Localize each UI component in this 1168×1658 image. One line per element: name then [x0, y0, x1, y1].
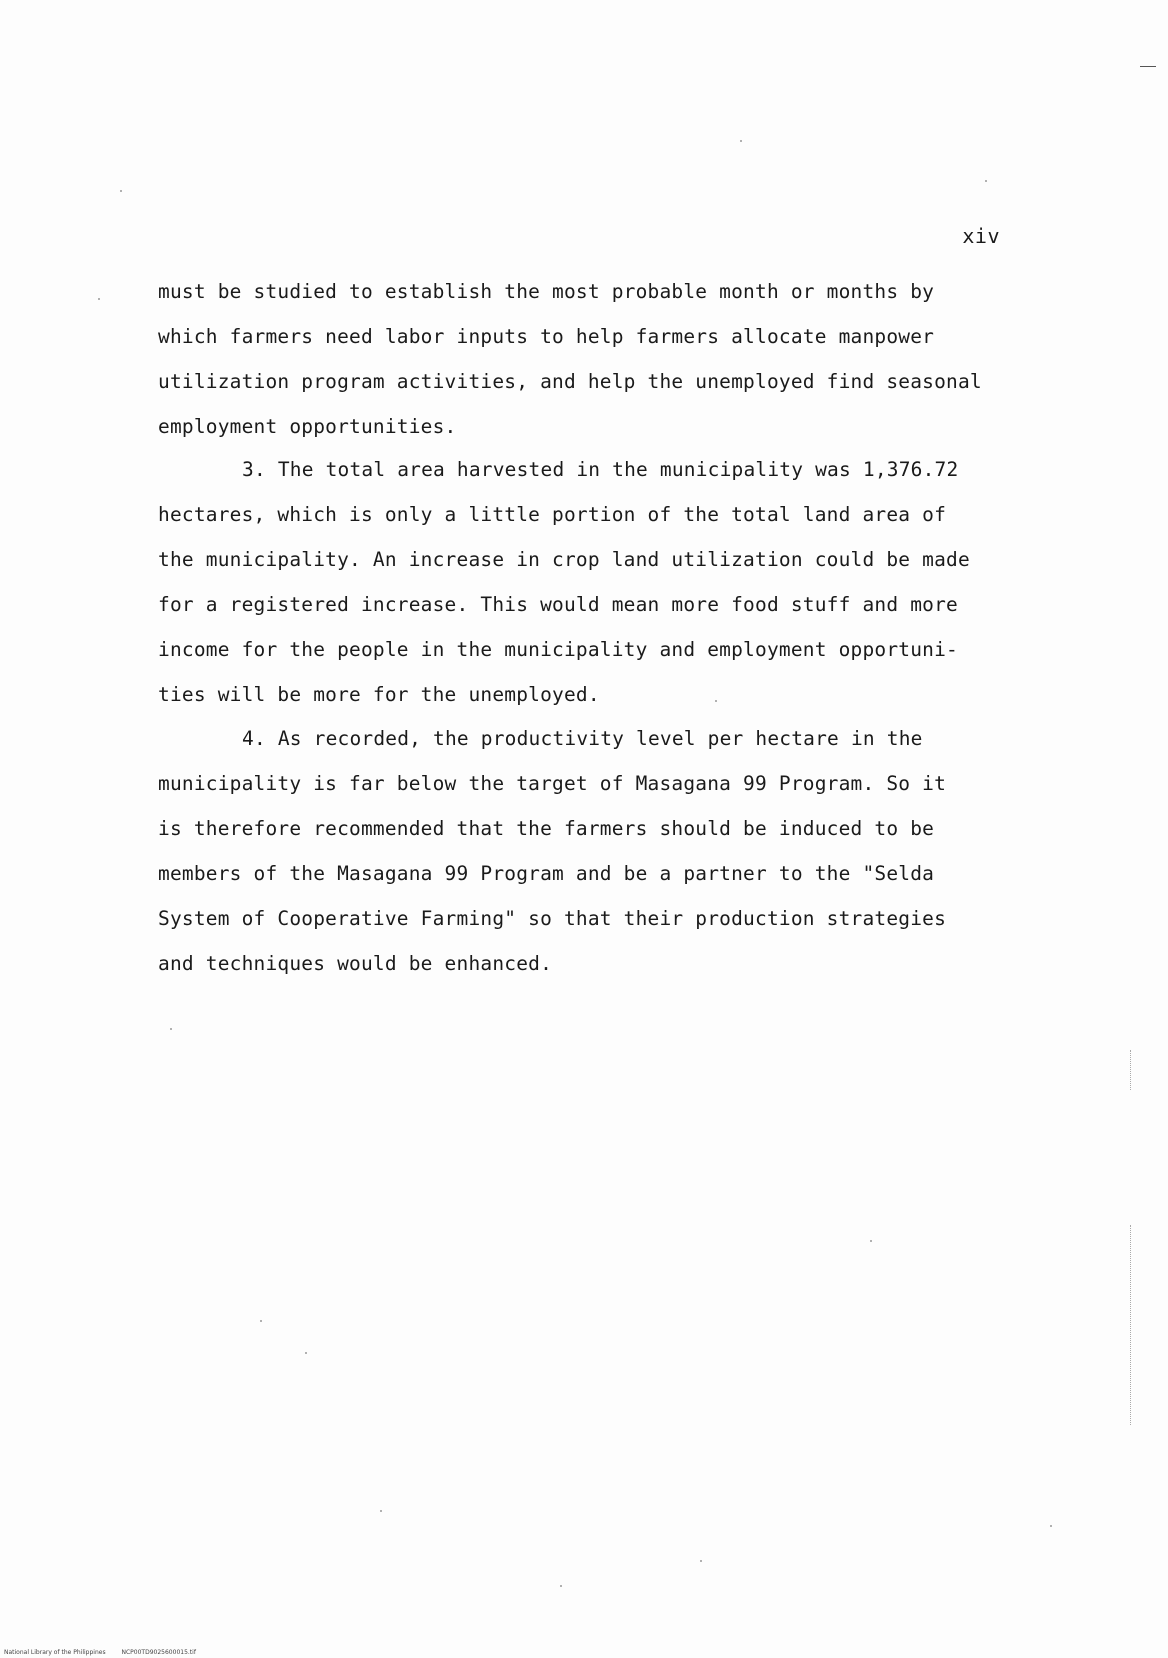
- body-line: is therefore recommended that the farmers should be induced to be: [158, 817, 935, 840]
- body-line: hectares, which is only a little portion of the total land area of: [158, 503, 947, 526]
- body-line: for a registered increase. This would mean more food stuff and more: [158, 593, 958, 616]
- scan-speck: [1050, 1525, 1052, 1527]
- body-line: the municipality. An increase in crop land utilization could be made: [158, 548, 970, 571]
- scan-footer: [4, 1649, 210, 1656]
- margin-mark: [1140, 66, 1156, 67]
- scan-speck: [120, 190, 122, 192]
- paragraph-4-start: 4. As recorded, the productivity level per hectare in the: [242, 727, 923, 750]
- scan-speck: [740, 140, 742, 142]
- body-line: employment opportunities.: [158, 415, 457, 438]
- body-line: income for the people in the municipality and employment opportuni-: [158, 638, 958, 661]
- body-line: must be studied to establish the most probable month or months by: [158, 280, 935, 303]
- scan-speck: [305, 1352, 307, 1354]
- body-line: municipality is far below the target of Masagana 99 Program. So it: [158, 772, 947, 795]
- scan-speck: [985, 180, 987, 182]
- scan-speck: [870, 1240, 872, 1242]
- page-number: xiv: [962, 224, 1000, 248]
- scan-speck: [98, 298, 100, 300]
- footer-library: National Library of the Philippines: [4, 1649, 106, 1656]
- footer-file-id: NCP00TD9025600015.tif: [121, 1649, 196, 1656]
- scan-speck: [700, 1560, 702, 1562]
- scan-speck: [260, 1320, 262, 1322]
- body-line: which farmers need labor inputs to help farmers allocate manpower: [158, 325, 935, 348]
- scan-speck: [715, 700, 717, 702]
- body-line: System of Cooperative Farming" so that their production strategies: [158, 907, 947, 930]
- paragraph-3-start: 3. The total area harvested in the municipality was 1,376.72: [242, 458, 959, 481]
- scan-speck: [560, 1585, 562, 1587]
- body-line: utilization program activities, and help the unemployed find seasonal: [158, 370, 982, 393]
- scan-speck: [380, 1510, 382, 1512]
- body-line: and techniques would be enhanced.: [158, 952, 553, 975]
- body-line: members of the Masagana 99 Program and be a partner to the "Selda: [158, 862, 935, 885]
- scan-edge-mark: [1130, 1225, 1132, 1425]
- scan-edge-mark: [1130, 1050, 1132, 1090]
- body-line: ties will be more for the unemployed.: [158, 683, 600, 706]
- scan-speck: [170, 1028, 172, 1030]
